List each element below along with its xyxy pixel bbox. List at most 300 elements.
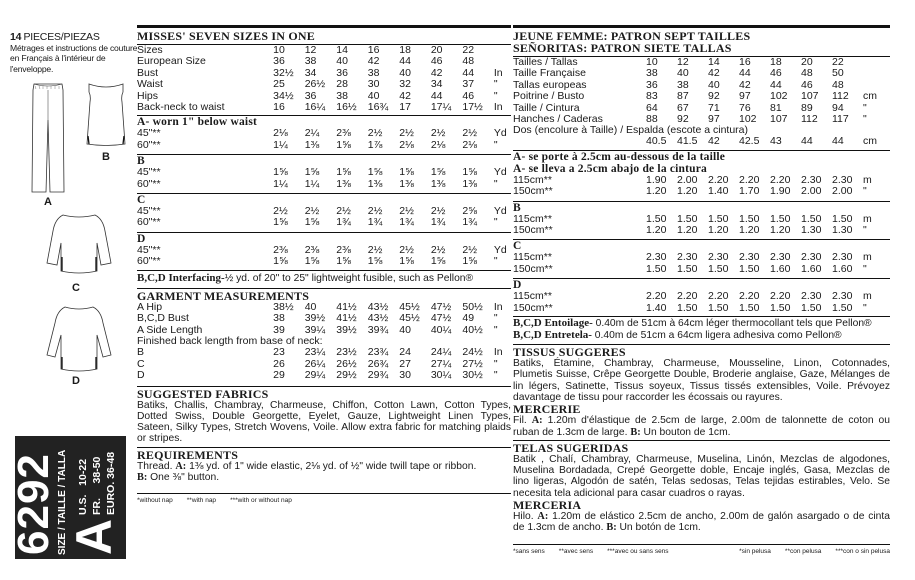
fr-es-back-label: Dos (encolure à Taille) / Espalda (escote a cintura) (513, 124, 749, 137)
back-length-label: Finished back length from base of neck: (137, 334, 323, 347)
row-label: Sizes (137, 44, 163, 56)
interfacing-note: B,C,D Interfacing-½ yd. of 20" to 25" lightweight fusible, such as Pellon® (137, 270, 511, 285)
cell-value: 2⅜ (336, 243, 351, 256)
cell-value: 38 (336, 89, 348, 102)
row-label: 115cm** (513, 173, 552, 186)
yardage-view-b (513, 201, 890, 237)
cell-value: 1¾ (367, 216, 383, 229)
cell-value: 14 (708, 56, 720, 68)
cell-value: 1⅝ (304, 216, 320, 229)
row-label: 150cm** (513, 224, 553, 237)
cell-value: 40 (367, 89, 380, 102)
row-label: 60"** (137, 177, 161, 190)
cell-value: 43½ (367, 312, 389, 325)
yardage-table (137, 167, 511, 190)
cell-value: 2.30 (801, 290, 822, 303)
cell-value: 1¾ (430, 216, 446, 229)
cell-value: 1.50 (708, 301, 729, 314)
cell-value: 71 (708, 101, 720, 114)
table-row (137, 79, 511, 90)
garment-measurements-table (137, 302, 511, 336)
cell-value: 40½ (462, 323, 483, 336)
cell-value: 37 (462, 78, 475, 91)
cell-value: 2½ (399, 127, 414, 140)
table-row (513, 186, 890, 197)
cell-value: 2⅜ (273, 243, 288, 256)
size-range-letter: A (66, 518, 122, 555)
fr-es-footnotes: *sans sens **avec sens ***avec ou sans sens *sin pelusa **con pelusa ***con o sin pelusa (513, 544, 890, 556)
cell-value: 22 (462, 44, 475, 56)
view-a-pants-sketch (28, 80, 68, 195)
cell-value: 1⅝ (367, 166, 383, 179)
cell-value: 102 (739, 113, 757, 126)
cell-value: 1.50 (646, 212, 667, 225)
row-label: 150cm** (513, 185, 553, 198)
cell-value: 1.60 (770, 262, 791, 275)
cell-value: 36 (304, 89, 317, 102)
size-label-box (9, 436, 126, 559)
mercerie-title: MERCERIE (513, 402, 581, 417)
cell-value: 16¾ (367, 101, 389, 114)
cell-value: 2.20 (770, 290, 791, 303)
unit (863, 68, 890, 79)
cell-value: 1⅝ (399, 166, 414, 179)
row-label: 115cm** (513, 290, 552, 303)
cell-value: 107 (770, 113, 788, 126)
unit: In (493, 66, 503, 79)
cell-value: 12 (677, 56, 689, 68)
cell-value: 1.50 (832, 212, 853, 225)
cell-value: 46 (430, 55, 443, 68)
tissus-title: TISSUS SUGGERES (513, 345, 626, 360)
view-c-top-sketch (45, 213, 113, 277)
cell-value: 40¼ (430, 323, 452, 336)
requirements-text: Thread. A: 1⅜ yd. of 1" wide elastic, 2⅛ yd. of ½" wide twill tape or ribbon. B: One ⅜" button. (137, 460, 477, 484)
cell-value: 1⅜ (336, 177, 351, 190)
garment-measurements-title: GARMENT MEASUREMENTS (137, 288, 310, 303)
cell-value: 1.30 (832, 224, 853, 237)
cell-value: 1⅝ (336, 255, 351, 268)
cell-value: 29¾ (367, 369, 389, 382)
cell-value: 2½ (273, 205, 288, 218)
view-heading: B (513, 201, 521, 214)
cell-value: 38 (646, 67, 658, 80)
mercerie-text: Fil. A: 1.20m d'élastique de 2.5cm de large, 2.00m de talonnette de coton ou ruban de 1.3cm de large. B: Un bouton de 1cm. (513, 415, 890, 438)
view-heading: A- se porte à 2.5cm au-dessous de la taille (513, 150, 726, 163)
pieces-count: 14 (10, 31, 22, 43)
table-row (137, 347, 511, 358)
view-heading: A- worn 1" below waist (137, 116, 258, 129)
cell-value: 26½ (336, 357, 357, 370)
cell-value: 12 (304, 44, 317, 56)
cell-value: 1.50 (832, 301, 853, 314)
cell-value: 1.50 (801, 212, 822, 225)
cell-value: 2.20 (739, 290, 760, 303)
back-length-table (137, 347, 511, 381)
cell-value: 89 (801, 101, 813, 114)
cell-value: 2½ (462, 127, 477, 140)
cell-value: 41½ (336, 300, 357, 313)
telas-text: Batik , Chalí, Chambray, Charmeuse, Muselina, Linón, Mezclas de algodones, Muselina Bordadada, Crepé Georgette doble, Encaje inglés, Gasa, Mezclas de lino ligeras, Algodón de satén, Telas sedosas, Telas tejidas estirables, Velo. Se necesita tela adicional para casar cuadros o rayas. (513, 453, 890, 499)
unit: " (493, 323, 498, 336)
cell-value: 87 (677, 90, 689, 103)
unit: In (493, 101, 503, 114)
size-range-euro: EURO. 36-48 (105, 451, 117, 515)
cell-value: 88 (646, 113, 658, 126)
cell-value: 64 (646, 101, 658, 114)
size-range-us: U.S. 10-22 (77, 458, 89, 515)
row-label: Hips (137, 89, 159, 102)
cell-value: 42 (430, 66, 443, 79)
table-row (513, 91, 890, 102)
cell-value: 40 (708, 78, 720, 91)
cell-value: 1⅞ (367, 138, 383, 151)
cell-value: 1⅝ (304, 255, 320, 268)
cell-value: 2½ (367, 127, 383, 140)
size-range-fr: FR. 38-50 (91, 456, 103, 515)
view-d-top-sketch (45, 305, 113, 375)
size-title: SIZE / TAILLE / TALLA (57, 449, 68, 555)
row-label: C (137, 357, 145, 370)
cell-value: 1⅝ (273, 255, 288, 268)
cell-value: 44 (462, 66, 475, 79)
row-label: 45"** (137, 243, 161, 256)
cell-value: 2½ (399, 205, 414, 218)
cell-value: 38 (677, 78, 689, 91)
row-label: European Size (137, 55, 206, 68)
cell-value: 16½ (336, 101, 357, 114)
cell-value: 32½ (273, 66, 294, 79)
pattern-number: 6292 (9, 453, 58, 555)
cell-value: 1¾ (462, 216, 477, 229)
cell-value: 1¼ (273, 177, 288, 190)
row-label: 115cm** (513, 251, 552, 264)
view-label-c: C (72, 282, 80, 294)
view-heading: D (137, 232, 146, 245)
cell-value: 27½ (462, 357, 483, 370)
unit: cm (863, 135, 877, 148)
cell-value: 14 (336, 44, 348, 56)
cell-value: 30 (367, 78, 380, 91)
cell-value: 22 (832, 56, 844, 68)
yardage-view-b (137, 154, 511, 190)
row-label: B (137, 346, 145, 359)
row-label: A Side Length (137, 323, 203, 336)
cell-value: 1⅜ (430, 177, 446, 190)
yardage-table (513, 175, 890, 198)
cell-value: 2⅛ (273, 127, 288, 140)
yardage-view-a (137, 115, 511, 151)
cell-value: 42 (367, 55, 380, 68)
cell-value: 1.20 (708, 224, 729, 237)
pieces-note: Métrages et instructions de couture en Français à l'intérieur de l'enveloppe. (10, 42, 138, 74)
unit: " (863, 101, 867, 114)
cell-value: 43 (770, 135, 782, 148)
cell-value: 44 (430, 89, 443, 102)
cell-value: 46 (462, 89, 475, 102)
cell-value: 2.20 (770, 173, 791, 186)
cell-value: 1.50 (677, 212, 698, 225)
view-heading-es: A- se lleva a 2.5cm abajo de la cintura (513, 162, 708, 175)
row-label: 60"** (137, 216, 161, 229)
unit: " (863, 224, 867, 237)
cell-value: 2½ (336, 205, 351, 218)
cell-value: 1¾ (399, 216, 414, 229)
cell-value: 49 (462, 312, 475, 325)
unit: " (493, 177, 498, 190)
yardage-table (137, 206, 511, 229)
cell-value: 1⅜ (304, 138, 320, 151)
table-row (137, 217, 511, 228)
table-row (137, 102, 511, 113)
cell-value: 17¼ (430, 101, 452, 114)
cell-value: 47½ (430, 312, 452, 325)
view-label-d: D (72, 375, 80, 387)
row-label: 45"** (137, 127, 161, 140)
cell-value: 40 (304, 300, 317, 313)
cell-value: 1.20 (646, 185, 667, 198)
cell-value: 43½ (367, 300, 389, 313)
cell-value: 46 (801, 78, 813, 91)
view-heading: C (137, 194, 146, 207)
cell-value: 47½ (430, 300, 452, 313)
unit: " (493, 216, 498, 229)
cell-value: 1⅜ (399, 177, 414, 190)
row-label: 150cm** (513, 262, 553, 275)
view-label-b: B (102, 151, 110, 163)
table-row (137, 56, 511, 67)
cell-value: 2⅜ (304, 243, 320, 256)
cell-value: 2½ (462, 243, 477, 256)
telas-title: TELAS SUGERIDAS (513, 440, 629, 455)
entoilage-note: B,C,D Entoilage- 0.40m de 51cm à 64cm léger thermocollant tels que Pellon® B,C,D Entretela- 0.40m de 51cm a 64cm ligera adhesiva como Pellon® (513, 316, 890, 341)
cell-value: 16¼ (304, 101, 326, 114)
body-measurements-table (137, 45, 511, 113)
cell-value: 67 (677, 101, 689, 114)
row-label: Back-neck to waist (137, 101, 225, 114)
cell-value: 38 (304, 55, 317, 68)
row-label: Tailles / Tallas (513, 56, 578, 68)
cell-value: 2½ (430, 243, 446, 256)
cell-value: 39½ (304, 312, 326, 325)
row-label: Hanches / Caderas (513, 113, 603, 126)
cell-value: 39 (273, 323, 285, 336)
cell-value: 1.40 (708, 185, 729, 198)
cell-value: 24¼ (430, 346, 452, 359)
spanish-title: SEÑORITAS: PATRON SIETE TALLAS (513, 41, 732, 55)
cell-value: 10 (273, 44, 285, 56)
table-row (137, 128, 511, 139)
row-label: 115cm** (513, 212, 552, 225)
cell-value: 34 (430, 78, 443, 91)
cell-value: 107 (801, 90, 819, 103)
cell-value: 30 (399, 369, 411, 382)
cell-value: 36 (336, 66, 348, 79)
unit: " (493, 357, 498, 370)
unit (863, 57, 890, 68)
table-row (513, 303, 890, 314)
cell-value: 25 (273, 78, 285, 91)
yardage-table (513, 291, 890, 314)
cell-value: 76 (739, 101, 751, 114)
row-label: Waist (137, 78, 163, 91)
cell-value: 34½ (273, 89, 294, 102)
cell-value: 2.20 (677, 290, 698, 303)
cell-value: 30½ (462, 369, 483, 382)
row-label: Tallas europeas (513, 78, 587, 91)
cell-value: 42 (708, 135, 720, 148)
cell-value: 1⅝ (462, 255, 477, 268)
row-label: 60"** (137, 255, 161, 268)
cell-value: 18 (770, 56, 782, 68)
yardage-view-a (513, 150, 890, 198)
french-spanish-column (513, 20, 890, 556)
cell-value: 40 (399, 66, 411, 79)
merceria-text: Hilo. A: 1.20m de elástico 2.5cm de ancho, 2.00m de galón asargado o de cinta de 1.3cm de ancho. B: Un botón de 1cm. (513, 511, 890, 534)
table-row (513, 136, 890, 147)
cell-value: 94 (832, 101, 844, 114)
yardage-view-d (137, 232, 511, 268)
yardage-view-c (513, 239, 890, 275)
row-label: Taille / Cintura (513, 101, 580, 114)
cell-value: 16 (273, 101, 285, 114)
cell-value: 2.30 (832, 290, 853, 303)
cell-value: 1.20 (739, 224, 760, 237)
yardage-section (137, 115, 511, 267)
cell-value: 1⅝ (430, 166, 446, 179)
cell-value: 1.50 (646, 262, 667, 275)
cell-value: 2.30 (770, 251, 791, 264)
cell-value: 1.20 (677, 224, 698, 237)
unit: " (863, 262, 867, 275)
cell-value: 1¼ (304, 177, 320, 190)
table-row (137, 167, 511, 178)
cell-value: 45½ (399, 300, 420, 313)
cell-value: 10 (646, 56, 658, 68)
cell-value: 2.00 (832, 185, 853, 198)
cell-value: 1.30 (801, 224, 822, 237)
suggested-fabrics-text: Batiks, Challis, Chambray, Charmeuse, Chiffon, Cotton Lawn, Cotton Types, Dotted Swiss, Double Georgette, Eyelet, Gauze, Lightweight Linen Types, Sateen, Silky Types, Stretch Wovens, Voile. Allow extra fabric for matching plaids or stripes. (137, 399, 511, 445)
cell-value: 1.50 (677, 262, 698, 275)
pieces-title: PIECES/PIEZAS (23, 31, 100, 43)
cell-value: 23¾ (367, 346, 389, 359)
unit: " (493, 89, 498, 102)
requirements-title: REQUIREMENTS (137, 447, 239, 462)
view-heading: B (137, 155, 145, 168)
row-label: D (137, 369, 145, 382)
unit (494, 45, 511, 56)
cell-value: 17½ (462, 101, 483, 114)
english-footnotes: *without nap **with nap ***with or without nap (137, 493, 511, 505)
left-panel (0, 0, 138, 580)
merceria-title: MERCERIA (513, 498, 582, 513)
view-heading: C (513, 240, 522, 253)
cell-value: 1⅜ (462, 177, 477, 190)
view-heading: D (513, 279, 522, 292)
cell-value: 2½ (367, 205, 383, 218)
cell-value: 1.50 (770, 301, 791, 314)
cell-value: 1.90 (770, 185, 791, 198)
cell-value: 26¾ (367, 357, 389, 370)
cell-value: 48 (832, 78, 844, 91)
cell-value: 1.60 (801, 262, 822, 275)
cell-value: 28 (336, 78, 348, 91)
unit: Yd (493, 243, 507, 256)
cell-value: 27 (399, 357, 411, 370)
cell-value: 81 (770, 101, 782, 114)
cell-value: 102 (770, 90, 788, 103)
view-label-a: A (44, 196, 52, 208)
cell-value: 1⅜ (367, 177, 383, 190)
unit: m (863, 173, 872, 186)
cell-value: 2⅛ (430, 138, 446, 151)
cell-value: 2½ (399, 243, 414, 256)
cell-value: 2.20 (708, 290, 729, 303)
cell-value: 48 (462, 55, 475, 68)
cell-value: 97 (708, 113, 720, 126)
cell-value: 50½ (462, 300, 483, 313)
cell-value: 40 (399, 323, 411, 336)
cell-value: 2½ (430, 205, 446, 218)
cell-value: 2½ (304, 205, 320, 218)
cell-value: 16 (739, 56, 751, 68)
table-row (137, 245, 511, 256)
yardage-view-c (137, 193, 511, 229)
cell-value: 117 (832, 113, 849, 126)
unit: Yd (493, 205, 507, 218)
cell-value: 1¾ (336, 216, 351, 229)
cell-value: 2.00 (677, 173, 698, 186)
cell-value: 2.30 (801, 251, 822, 264)
cell-value: 112 (832, 90, 849, 103)
cell-value: 27¼ (430, 357, 452, 370)
row-label: B,C,D Bust (137, 312, 189, 325)
unit: " (863, 185, 867, 198)
cell-value: 83 (646, 90, 658, 103)
cell-value: 17 (399, 101, 411, 114)
unit: m (863, 290, 872, 303)
cell-value: 29 (273, 369, 285, 382)
table-row (137, 206, 511, 217)
yardage-table (137, 245, 511, 268)
cell-value: 2.30 (708, 251, 729, 264)
unit: " (863, 301, 867, 314)
cell-value: 23¼ (304, 346, 326, 359)
cell-value: 1⅝ (304, 166, 320, 179)
cell-value: 1.50 (708, 262, 729, 275)
cell-value: 2.30 (801, 173, 822, 186)
table-row (513, 264, 890, 275)
cell-value: 18 (399, 44, 411, 56)
unit: Yd (493, 127, 507, 140)
cell-value: 1¼ (273, 138, 288, 151)
cell-value: 23½ (336, 346, 357, 359)
cell-value: 39¼ (304, 323, 326, 336)
cell-value: 2.20 (708, 173, 729, 186)
unit: In (493, 346, 503, 359)
cell-value: 1⅝ (336, 138, 351, 151)
cell-value: 24 (399, 346, 411, 359)
row-label: 60"** (137, 138, 161, 151)
table-row (137, 313, 511, 324)
yardage-table (513, 252, 890, 275)
cell-value: 38 (367, 66, 380, 79)
cell-value: 42 (739, 78, 751, 91)
cell-value: 40 (677, 67, 689, 80)
cell-value: 24½ (462, 346, 483, 359)
cell-value: 42 (399, 89, 411, 102)
cell-value: 2.20 (739, 173, 760, 186)
